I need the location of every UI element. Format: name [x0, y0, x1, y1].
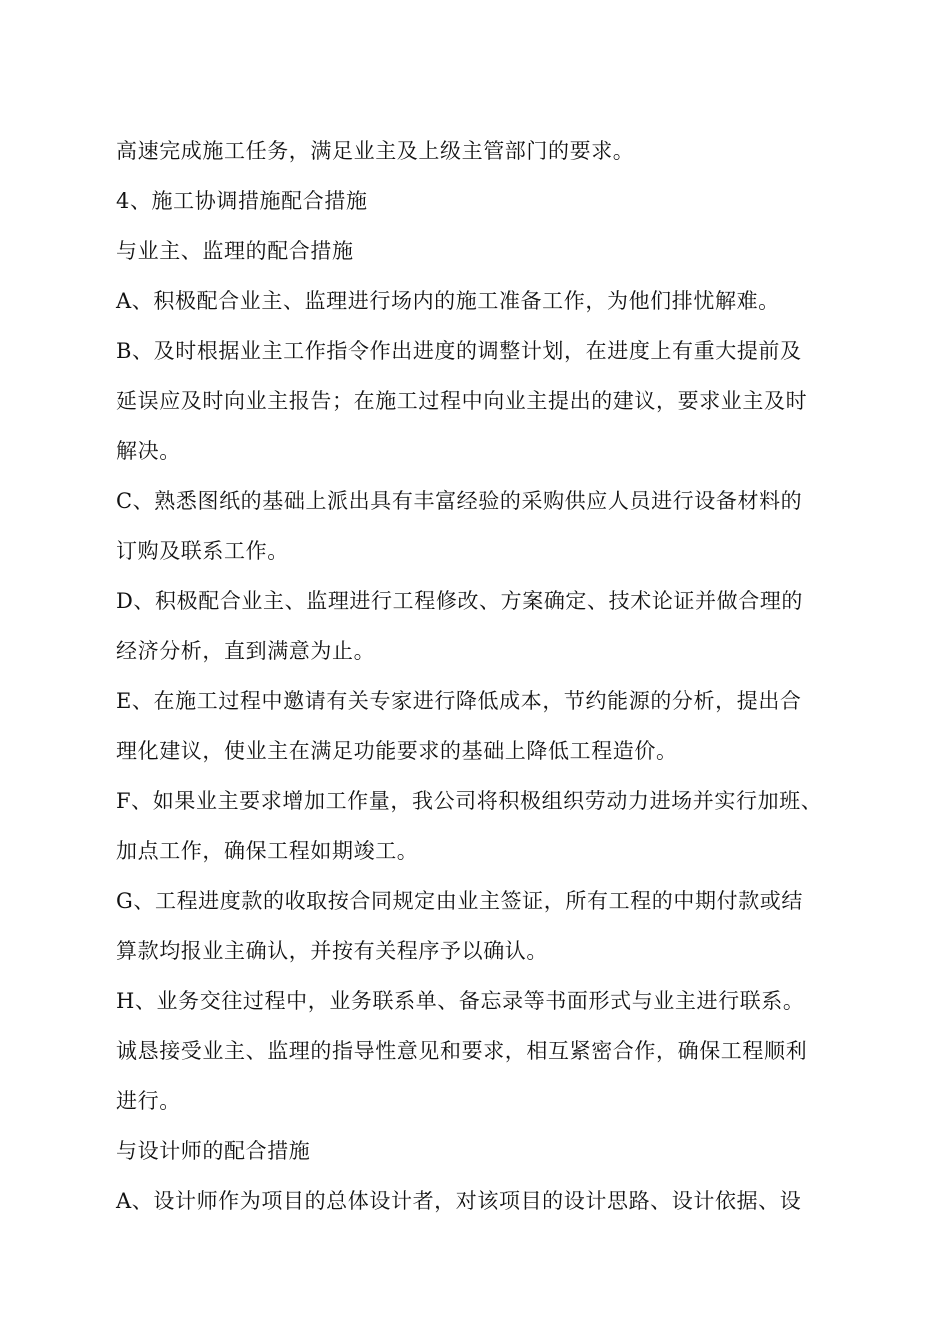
text-line: 订购及联系工作。 — [116, 539, 289, 563]
text-line: A、设计师作为项目的总体设计者，对该项目的设计思路、设计依据、设 — [116, 1189, 802, 1213]
text-line: 进行。 — [116, 1089, 181, 1113]
text-line: B、及时根据业主工作指令作出进度的调整计划，在进度上有重大提前及 — [116, 339, 802, 363]
text-line: 算款均报业主确认，并按有关程序予以确认。 — [116, 939, 548, 963]
text-line: C、熟悉图纸的基础上派出具有丰富经验的采购供应人员进行设备材料的 — [116, 489, 803, 513]
text-line: 解决。 — [116, 439, 181, 463]
text-line: F、如果业主要求增加工作量，我公司将积极组织劳动力进场并实行加班、 — [116, 789, 823, 813]
text-line: E、在施工过程中邀请有关专家进行降低成本，节约能源的分析，提出合 — [116, 689, 802, 713]
text-line: 诚恳接受业主、监理的指导性意见和要求，相互紧密合作，确保工程顺利 — [116, 1039, 808, 1063]
section-heading: 4、施工协调措施配合措施 — [116, 189, 368, 213]
text-line: 延误应及时向业主报告；在施工过程中向业主提出的建议，要求业主及时 — [116, 389, 808, 413]
text-line: G、工程进度款的收取按合同规定由业主签证，所有工程的中期付款或结 — [116, 889, 803, 913]
subsection-heading: 与业主、监理的配合措施 — [116, 239, 354, 263]
text-line: 理化建议，使业主在满足功能要求的基础上降低工程造价。 — [116, 739, 678, 763]
text-line: 经济分析，直到满意为止。 — [116, 639, 376, 663]
text-line: A、积极配合业主、监理进行场内的施工准备工作，为他们排忧解难。 — [116, 289, 780, 313]
subsection-heading: 与设计师的配合措施 — [116, 1139, 311, 1163]
text-line: 加点工作，确保工程如期竣工。 — [116, 839, 419, 863]
text-line: H、业务交往过程中，业务联系单、备忘录等书面形式与业主进行联系。 — [116, 989, 805, 1013]
text-line: D、积极配合业主、监理进行工程修改、方案确定、技术论证并做合理的 — [116, 589, 804, 613]
text-line: 高速完成施工任务，满足业主及上级主管部门的要求。 — [116, 139, 635, 163]
